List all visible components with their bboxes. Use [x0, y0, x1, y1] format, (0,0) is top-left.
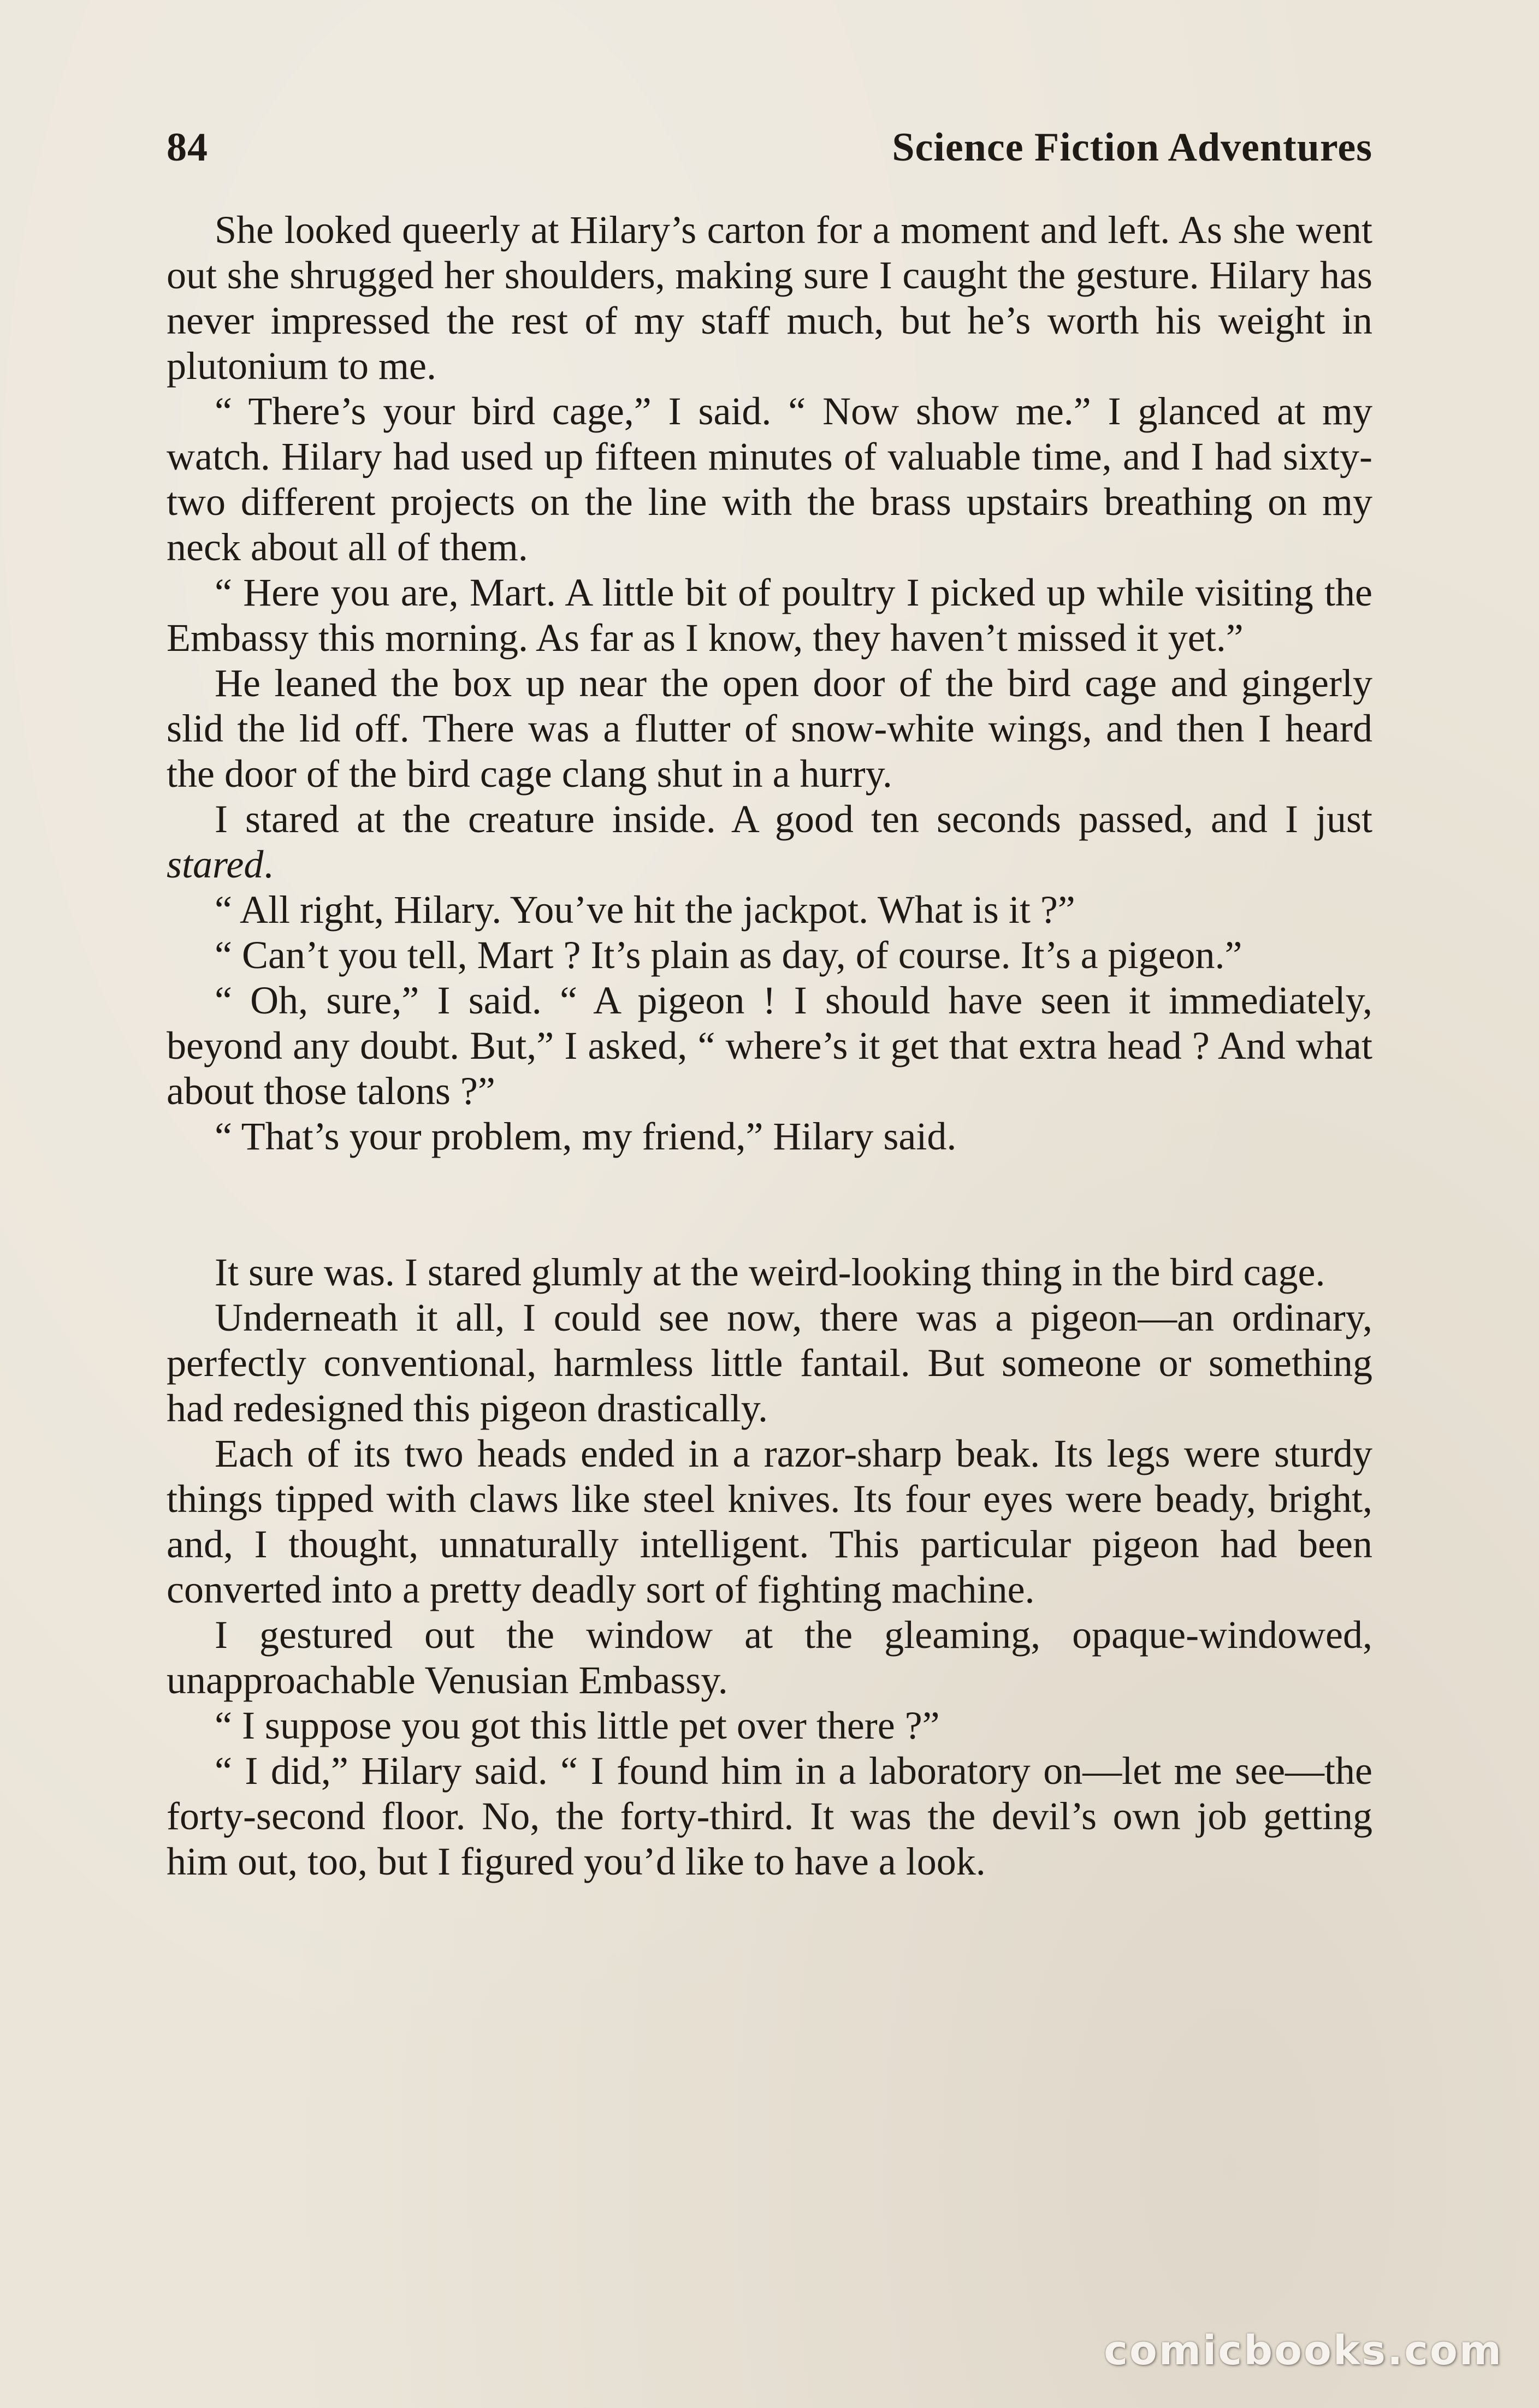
body-text — [167, 207, 1372, 1884]
italic-emphasis: stared — [167, 843, 264, 886]
page-number: 84 — [167, 125, 208, 170]
paragraph-text-end: . — [263, 843, 274, 886]
paragraph: “ Oh, sure,” I said. “ A pigeon ! I should have seen it immediately, beyond any doubt. But,” I asked, “ where’s it get that extra head ? And what about those talons ?” — [167, 978, 1372, 1113]
paragraph: “ That’s your problem, my friend,” Hilary said. — [215, 1114, 957, 1158]
paragraph: “ Can’t you tell, Mart ? It’s plain as day, of course. It’s a pigeon.” — [215, 933, 1242, 977]
paragraph: “ I suppose you got this little pet over there ?” — [215, 1704, 940, 1747]
paragraph: “ There’s your bird cage,” I said. “ Now show me.” I glanced at my watch. Hilary had used up fifteen minutes of valuable time, and I had sixty-two different projects on the line with the brass upstairs breathing on my neck about all of them. — [167, 389, 1372, 569]
running-head — [167, 117, 1372, 177]
watermark: comicbooks.com — [1104, 2327, 1503, 2374]
paragraph: He leaned the box up near the open door of the bird cage and gingerly slid the lid off. There was a flutter of snow-white wings, and then I heard the door of the bird cage clang shut in a hurry. — [167, 661, 1372, 796]
section-break — [167, 1159, 1372, 1250]
paragraph-text: I stared at the creature inside. A good ten seconds passed, and I just — [215, 797, 1372, 841]
paragraph: Underneath it all, I could see now, there was a pigeon—an ordinary, perfectly conventional, harmless little fantail. But someone or something had redesigned this pigeon drastically. — [167, 1296, 1372, 1430]
running-title: Science Fiction Adventures — [892, 125, 1372, 170]
paragraph: “ I did,” Hilary said. “ I found him in a laboratory on—let me see—the forty-second floor. No, the forty-third. It was the devil’s own job getting him out, too, but I figured you’d like to have a look. — [167, 1749, 1372, 1883]
paragraph: Each of its two heads ended in a razor-sharp beak. Its legs were sturdy things tipped with claws like steel knives. Its four eyes were beady, bright, and, I thought, unnaturally intelligent. This particular pigeon had been converted into a pretty deadly sort of fighting machine. — [167, 1432, 1372, 1611]
paragraph: It sure was. I stared glumly at the weird-looking thing in the bird cage. — [215, 1250, 1325, 1294]
paragraph: She looked queerly at Hilary’s carton for a moment and left. As she went out she shrugged her shoulders, making sure I caught the gesture. Hilary has never impressed the rest of my staff much, but he’s worth his weight in plutonium to me. — [167, 208, 1372, 388]
paragraph: “ All right, Hilary. You’ve hit the jackpot. What is it ?” — [215, 888, 1075, 932]
paragraph: “ Here you are, Mart. A little bit of poultry I picked up while visiting the Embassy this morning. As far as I know, they haven’t missed it yet.” — [167, 571, 1372, 660]
paragraph — [167, 797, 1372, 887]
paragraph: I gestured out the window at the gleaming, opaque-windowed, unapproachable Venusian Embassy. — [167, 1613, 1372, 1702]
